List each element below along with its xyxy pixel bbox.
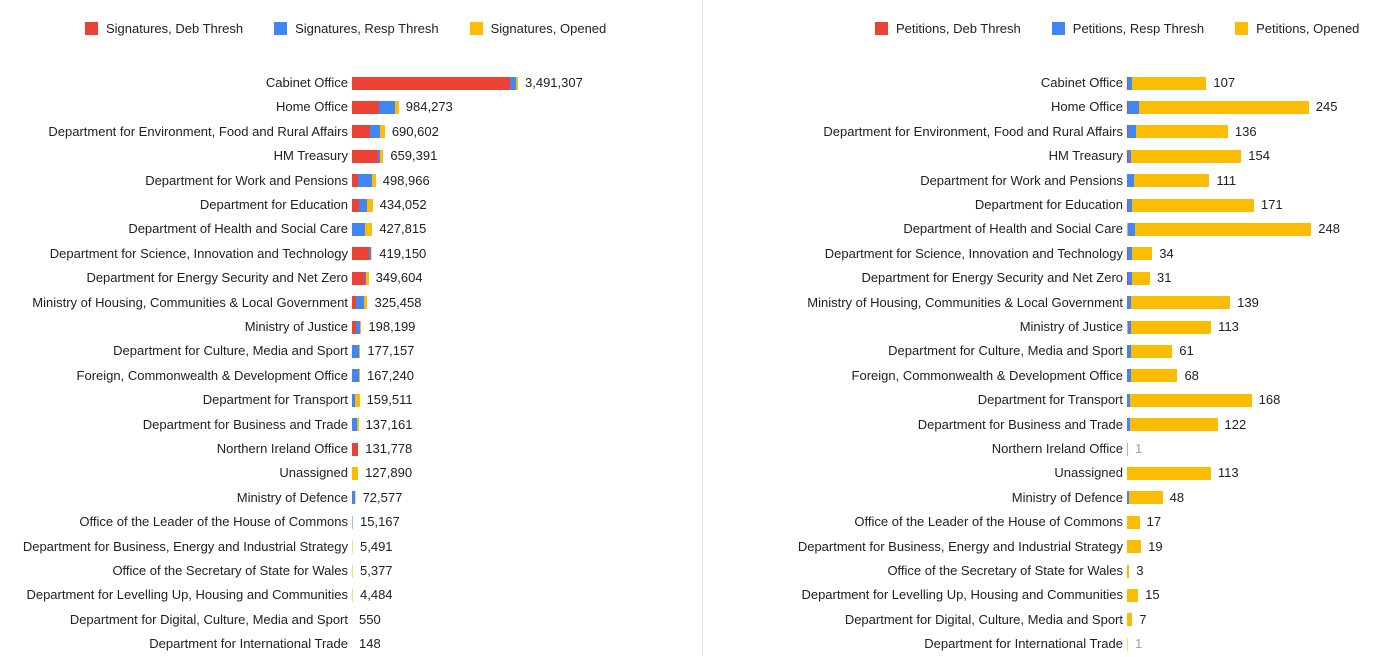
bar-segment-opened[interactable] — [1131, 296, 1230, 309]
bar-segment-resp[interactable] — [358, 174, 372, 187]
bar-segment-deb[interactable] — [352, 77, 510, 90]
bar-segment-opened[interactable] — [1127, 516, 1140, 529]
bar-segment-deb[interactable] — [1127, 321, 1128, 334]
bar-segment-opened[interactable] — [352, 565, 353, 578]
legend-item-opened — [470, 21, 607, 36]
bar-segment-opened[interactable] — [1130, 394, 1252, 407]
signatures-chart-panel — [0, 0, 700, 656]
category-label: Department for Energy Security and Net Zero — [861, 270, 1123, 286]
bar-segment-resp[interactable] — [1128, 101, 1138, 114]
value-label: 4,484 — [360, 587, 393, 603]
category-label: Department for Work and Pensions — [920, 172, 1123, 188]
stacked-bar[interactable] — [1127, 613, 1132, 626]
bar-segment-resp[interactable] — [352, 369, 359, 382]
bar-segment-opened[interactable] — [1135, 223, 1311, 236]
value-label: 5,491 — [360, 538, 393, 554]
stacked-bar[interactable] — [352, 150, 383, 163]
value-label: 113 — [1217, 465, 1239, 481]
value-label: 325,458 — [374, 294, 422, 310]
stacked-bar[interactable] — [352, 394, 360, 407]
chart-row — [700, 315, 1400, 339]
chart-row — [0, 144, 700, 168]
bar-segment-opened[interactable] — [516, 77, 518, 90]
bar-segment-opened[interactable] — [1132, 247, 1152, 260]
value-label: 17 — [1146, 514, 1162, 530]
value-label: 3,491,307 — [525, 75, 583, 90]
bar-segment-opened[interactable] — [1132, 272, 1150, 285]
chart-row — [0, 535, 700, 559]
stacked-bar[interactable] — [352, 125, 385, 138]
bar-segment-resp[interactable] — [359, 199, 366, 212]
bar-segment-deb[interactable] — [352, 272, 365, 285]
category-label: Department for Business, Energy and Industrial Strategy — [797, 538, 1123, 554]
bar-segment-opened[interactable] — [371, 247, 372, 260]
legend-item-resp — [1052, 21, 1204, 36]
chart-row — [700, 364, 1400, 388]
chart-row — [0, 315, 700, 339]
bar-segment-opened[interactable] — [1131, 345, 1173, 358]
chart-row — [0, 71, 700, 95]
value-label: 198,199 — [368, 319, 416, 334]
stacked-bar[interactable] — [1127, 223, 1311, 236]
chart-row — [0, 437, 700, 461]
legend-label: Petitions, Resp Thresh — [1072, 21, 1205, 36]
bar-segment-opened[interactable] — [359, 369, 360, 382]
chart-row — [700, 559, 1400, 583]
chart-row — [0, 217, 700, 241]
petitions-chart-panel — [700, 0, 1400, 656]
value-label: 498,966 — [382, 172, 430, 188]
category-label: Ministry of Justice — [1019, 319, 1123, 334]
stacked-bar[interactable] — [1127, 394, 1252, 407]
bar-segment-opened[interactable] — [1127, 565, 1129, 578]
category-label: Department for International Trade — [924, 636, 1123, 652]
bar-segment-opened[interactable] — [395, 101, 399, 114]
chart-row — [0, 266, 700, 290]
stacked-bar[interactable] — [1127, 467, 1211, 480]
value-label: 427,815 — [379, 221, 427, 237]
value-label: 659,391 — [390, 148, 438, 164]
value-label: 177,157 — [367, 343, 415, 359]
category-label: Office of the Leader of the House of Commons — [79, 514, 348, 530]
legend-label: Signatures, Opened — [490, 21, 607, 36]
category-label: HM Treasury — [1048, 148, 1123, 164]
category-label: Home Office — [275, 99, 348, 115]
chart-row — [0, 193, 700, 217]
legend-item-deb — [875, 21, 1021, 36]
category-label: Department for Culture, Media and Sport — [113, 343, 348, 359]
category-label: Department for Business, Energy and Industrial Strategy — [22, 538, 348, 554]
value-label: 131,778 — [365, 441, 413, 456]
chart-row — [0, 242, 700, 266]
bar-segment-opened[interactable] — [360, 321, 362, 334]
chart-row — [0, 510, 700, 534]
category-label: Department for Environment, Food and Rural Affairs — [823, 123, 1123, 139]
bar-segment-opened[interactable] — [380, 150, 384, 163]
chart-row — [700, 461, 1400, 485]
value-label: 419,150 — [379, 245, 427, 261]
stacked-bar[interactable] — [352, 540, 353, 553]
category-label: Department of Health and Social Care — [128, 221, 348, 237]
chart-row — [700, 632, 1400, 656]
category-label: Department for Digital, Culture, Media and Sport — [69, 611, 348, 627]
chart-row — [0, 583, 700, 607]
value-label: 248 — [1318, 221, 1340, 237]
legend-label: Petitions, Deb Thresh — [896, 21, 1021, 36]
bar-segment-opened[interactable] — [1132, 77, 1206, 90]
category-label: Department for Business and Trade — [917, 416, 1123, 432]
bar-segment-opened[interactable] — [1131, 150, 1242, 163]
bar-segment-opened[interactable] — [1132, 199, 1254, 212]
category-label: Department for Education — [974, 197, 1123, 212]
bar-segment-resp[interactable] — [379, 101, 394, 114]
stacked-bar[interactable] — [352, 443, 358, 456]
value-label: 1 — [1135, 636, 1143, 652]
stacked-bar[interactable] — [1127, 174, 1209, 187]
value-label: 136 — [1234, 123, 1257, 139]
chart-row — [0, 291, 700, 315]
bar-segment-deb[interactable] — [352, 125, 370, 138]
category-label: Department for Levelling Up, Housing and Communities — [801, 587, 1123, 603]
stacked-bar[interactable] — [1127, 418, 1218, 431]
category-label: Ministry of Defence — [236, 489, 348, 505]
bar-segment-opened[interactable] — [357, 418, 358, 431]
bar-segment-opened[interactable] — [1131, 369, 1178, 382]
chart-row — [0, 120, 700, 144]
value-label: 349,604 — [375, 270, 423, 286]
chart-legend — [85, 21, 606, 36]
category-label: Ministry of Housing, Communities & Local Government — [32, 294, 348, 310]
stacked-bar[interactable] — [352, 199, 373, 212]
bar-segment-opened[interactable] — [355, 491, 356, 504]
chart-row — [700, 583, 1400, 607]
bar-segment-opened[interactable] — [1134, 174, 1210, 187]
category-label: Northern Ireland Office — [216, 441, 348, 456]
stacked-bar[interactable] — [352, 516, 353, 529]
chart-row — [0, 95, 700, 119]
category-label: Department for International Trade — [149, 636, 348, 652]
value-label: 122 — [1224, 416, 1247, 432]
bar-segment-opened[interactable] — [367, 199, 373, 212]
chart-row — [700, 291, 1400, 315]
stacked-bar[interactable] — [352, 223, 372, 236]
category-label: Foreign, Commonwealth & Development Office — [851, 367, 1123, 383]
chart-legend — [875, 21, 1359, 36]
bar-segment-opened[interactable] — [352, 540, 353, 553]
value-label: 72,577 — [362, 489, 403, 505]
chart-row — [700, 339, 1400, 363]
bar-segment-opened[interactable] — [366, 272, 369, 285]
bar-segment-opened[interactable] — [352, 589, 353, 602]
stacked-bar[interactable] — [1127, 345, 1172, 358]
stacked-bar[interactable] — [1127, 638, 1128, 651]
chart-row — [0, 461, 700, 485]
value-label: 111 — [1216, 172, 1237, 188]
bar-segment-opened[interactable] — [1127, 638, 1128, 651]
value-label: 19 — [1148, 538, 1163, 554]
stacked-bar[interactable] — [1127, 369, 1177, 382]
bar-segment-opened[interactable] — [380, 125, 385, 138]
chart-row — [0, 388, 700, 412]
chart-row — [0, 364, 700, 388]
category-label: Ministry of Justice — [244, 319, 348, 334]
category-label: Unassigned — [279, 465, 348, 481]
chart-row — [0, 339, 700, 363]
chart-row — [700, 193, 1400, 217]
category-label: Department for Energy Security and Net Zero — [86, 270, 348, 286]
stacked-bar[interactable] — [352, 369, 360, 382]
category-label: Foreign, Commonwealth & Development Office — [76, 367, 348, 383]
category-label: Home Office — [1050, 99, 1123, 115]
legend-swatch-resp-icon — [274, 22, 287, 35]
legend-label: Petitions, Opened — [1256, 21, 1360, 36]
bar-segment-opened[interactable] — [1127, 467, 1211, 480]
value-label: 550 — [359, 611, 381, 627]
category-label: Department for Work and Pensions — [145, 172, 348, 188]
chart-row — [700, 413, 1400, 437]
category-label: Department for Digital, Culture, Media and Sport — [844, 611, 1123, 627]
legend-swatch-opened-icon — [470, 22, 483, 35]
bar-segment-deb[interactable] — [352, 199, 359, 212]
stacked-bar[interactable] — [1127, 589, 1138, 602]
bar-segment-opened[interactable] — [365, 223, 373, 236]
stacked-bar[interactable] — [1127, 565, 1129, 578]
stacked-bar[interactable] — [1127, 272, 1150, 285]
category-label: Department for Levelling Up, Housing and Communities — [26, 587, 348, 603]
chart-row — [700, 486, 1400, 510]
category-label: Department for Transport — [977, 392, 1123, 408]
chart-row — [0, 559, 700, 583]
category-label: Office of the Secretary of State for Wales — [112, 563, 348, 578]
legend-label: Signatures, Deb Thresh — [106, 21, 244, 36]
bar-segment-resp[interactable] — [370, 125, 381, 138]
legend-swatch-deb-icon — [85, 22, 98, 35]
stacked-bar[interactable] — [1127, 296, 1230, 309]
category-label: Unassigned — [1054, 465, 1123, 481]
value-label: 154 — [1248, 148, 1270, 164]
category-label: Department for Business and Trade — [142, 416, 348, 432]
stacked-bar[interactable] — [352, 101, 399, 114]
category-label: Cabinet Office — [1040, 75, 1123, 90]
value-label: 34 — [1159, 245, 1174, 261]
chart-row — [0, 632, 700, 656]
bar-segment-opened[interactable] — [364, 296, 368, 309]
legend-item-deb — [85, 21, 243, 36]
legend-label: Signatures, Resp Thresh — [295, 21, 439, 36]
chart-row — [0, 486, 700, 510]
chart-row — [700, 388, 1400, 412]
value-label: 1 — [1135, 441, 1143, 456]
bar-segment-deb[interactable] — [352, 247, 369, 260]
bar-segment-opened[interactable] — [352, 467, 358, 480]
bar-segment-deb[interactable] — [352, 101, 379, 114]
chart-row — [700, 217, 1400, 241]
category-label: Northern Ireland Office — [991, 441, 1123, 456]
value-label: 171 — [1260, 197, 1283, 212]
value-label: 107 — [1213, 75, 1236, 90]
stacked-bar[interactable] — [352, 272, 369, 285]
bar-segment-opened[interactable] — [1127, 589, 1138, 602]
bar-segment-opened[interactable] — [1130, 418, 1218, 431]
legend-swatch-opened-icon — [1235, 22, 1248, 35]
bar-segment-opened[interactable] — [359, 345, 361, 358]
stacked-bar[interactable] — [1127, 516, 1140, 529]
chart-row — [700, 71, 1400, 95]
category-label: Department of Health and Social Care — [903, 221, 1123, 237]
category-label: Cabinet Office — [265, 75, 348, 90]
stacked-bar[interactable] — [352, 467, 358, 480]
chart-row — [700, 169, 1400, 193]
chart-row — [700, 120, 1400, 144]
value-label: 113 — [1218, 319, 1239, 334]
value-label: 690,602 — [391, 123, 439, 139]
stacked-bar[interactable] — [1127, 199, 1254, 212]
category-label: Department for Transport — [202, 392, 348, 408]
stacked-bar[interactable] — [352, 418, 359, 431]
stacked-bar[interactable] — [1127, 101, 1309, 114]
stacked-bar[interactable] — [1127, 125, 1228, 138]
stacked-bar[interactable] — [352, 321, 361, 334]
category-label: Department for Science, Innovation and Technology — [49, 245, 348, 261]
value-label: 168 — [1258, 392, 1281, 408]
bar-segment-resp[interactable] — [352, 223, 365, 236]
value-label: 139 — [1237, 294, 1259, 310]
bar-segment-opened[interactable] — [1129, 491, 1162, 504]
bar-segment-resp[interactable] — [1127, 174, 1134, 187]
chart-row — [700, 95, 1400, 119]
category-label: Department for Science, Innovation and Technology — [824, 245, 1123, 261]
stacked-bar[interactable] — [352, 345, 360, 358]
stacked-bar[interactable] — [352, 296, 367, 309]
chart-row — [700, 535, 1400, 559]
category-label: Office of the Secretary of State for Wales — [887, 563, 1123, 578]
chart-row — [700, 437, 1400, 461]
bar-segment-deb[interactable] — [1127, 443, 1128, 456]
value-label: 434,052 — [379, 197, 427, 212]
bar-segment-deb[interactable] — [1127, 223, 1128, 236]
stacked-bar[interactable] — [352, 77, 518, 90]
legend-swatch-resp-icon — [1052, 22, 1065, 35]
value-label: 31 — [1157, 270, 1172, 286]
value-label: 3 — [1136, 563, 1144, 578]
value-label: 159,511 — [366, 392, 413, 408]
chart-row — [0, 169, 700, 193]
legend-item-opened — [1235, 21, 1359, 36]
value-label: 245 — [1315, 99, 1338, 115]
bar-segment-opened[interactable] — [1131, 321, 1211, 334]
stacked-bar[interactable] — [352, 491, 356, 504]
category-label: HM Treasury — [273, 148, 348, 164]
stacked-bar[interactable] — [352, 247, 372, 260]
value-label: 68 — [1184, 367, 1199, 383]
chart-row — [0, 608, 700, 632]
stacked-bar[interactable] — [1127, 321, 1211, 334]
category-label: Department for Culture, Media and Sport — [888, 343, 1123, 359]
bar-segment-opened[interactable] — [372, 174, 376, 187]
bar-segment-opened[interactable] — [355, 394, 360, 407]
category-label: Ministry of Defence — [1011, 489, 1123, 505]
stacked-bar[interactable] — [352, 589, 353, 602]
chart-row — [700, 266, 1400, 290]
stacked-bar[interactable] — [1127, 491, 1163, 504]
bar-segment-opened[interactable] — [1136, 125, 1228, 138]
value-label: 167,240 — [366, 367, 414, 383]
value-label: 984,273 — [405, 99, 453, 115]
bar-segment-deb[interactable] — [352, 443, 358, 456]
bar-segment-resp[interactable] — [1128, 223, 1135, 236]
chart-row — [700, 242, 1400, 266]
category-label: Department for Environment, Food and Rural Affairs — [48, 123, 348, 139]
stacked-bar[interactable] — [1127, 247, 1152, 260]
chart-row — [700, 144, 1400, 168]
bar-segment-opened[interactable] — [1127, 540, 1141, 553]
value-label: 127,890 — [365, 465, 413, 481]
stacked-bar[interactable] — [1127, 443, 1128, 456]
category-label: Department for Education — [199, 197, 348, 212]
bar-segment-opened[interactable] — [1139, 101, 1309, 114]
stacked-bar[interactable] — [1127, 77, 1206, 90]
legend-swatch-deb-icon — [875, 22, 888, 35]
stacked-bar[interactable] — [352, 565, 353, 578]
category-label: Ministry of Housing, Communities & Local Government — [807, 294, 1123, 310]
legend-item-resp — [274, 21, 439, 36]
value-label: 15,167 — [360, 514, 400, 530]
chart-row — [700, 608, 1400, 632]
value-label: 137,161 — [365, 416, 413, 432]
value-label: 5,377 — [360, 563, 393, 578]
stacked-bar[interactable] — [1127, 540, 1141, 553]
chart-row — [700, 510, 1400, 534]
stacked-bar[interactable] — [352, 174, 376, 187]
value-label: 48 — [1169, 489, 1185, 505]
chart-row — [0, 413, 700, 437]
value-label: 61 — [1179, 343, 1194, 359]
bar-segment-resp[interactable] — [1128, 125, 1135, 138]
category-label: Office of the Leader of the House of Commons — [854, 514, 1123, 530]
bar-segment-deb[interactable] — [352, 150, 378, 163]
bar-segment-resp[interactable] — [356, 296, 364, 309]
stacked-bar[interactable] — [1127, 150, 1241, 163]
value-label: 148 — [359, 636, 381, 652]
value-label: 7 — [1139, 611, 1147, 627]
value-label: 15 — [1145, 587, 1160, 603]
bar-segment-resp[interactable] — [352, 516, 353, 529]
bar-segment-opened[interactable] — [1127, 613, 1132, 626]
